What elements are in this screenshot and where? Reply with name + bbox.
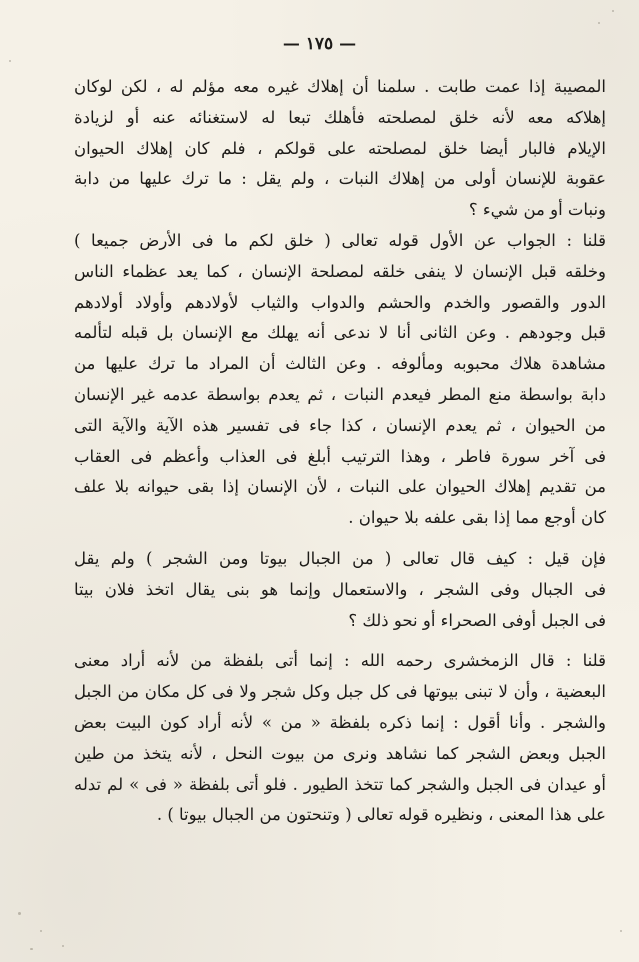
paragraph-2 — [74, 226, 606, 534]
text-line: أو عيدان فى الجبل والشجر كما تتخذ الطيور . فلو أتى بلفظة « فى » لم تدله — [74, 774, 606, 794]
scan-speck — [9, 60, 11, 62]
scan-speck — [18, 912, 21, 915]
paragraph-gap — [74, 636, 606, 646]
text-line: دابة بواسطة منع المطر فيعدم النبات ، ثم يعدم بواسطة عدمه غير الإنسان — [74, 384, 606, 404]
scan-speck — [40, 930, 42, 932]
text-line: فى آخر سورة فاطر ، وهذا الترتيب أبلغ فى العذاب وأعظم فى العقاب — [74, 446, 606, 466]
text-line: عقوبة للإنسان أولى من إهلاك النبات ، ولم يقل : ما ترك عليها من دابة — [74, 169, 606, 189]
page-number: — ١٧٥ — — [282, 34, 357, 54]
body-text — [74, 72, 606, 831]
scan-speck — [62, 945, 64, 947]
text-line: وخلقه قبل الإنسان لا ينفى خلقه لمصلحة الإنسان ، كما يعد عظماء الناس — [74, 261, 606, 281]
text-line: والشجر . وأنا أقول : إنما ذكره بلفظة « من » لأنه أراد كون البيت بعض — [74, 712, 606, 732]
text-line: على هذا المعنى ، ونظيره قوله تعالى ( وتنحتون من الجبال بيوتا ) . — [156, 805, 606, 825]
paragraph-1 — [74, 72, 606, 226]
text-line: كان أوجع مما إذا بقى علفه بلا حيوان . — [348, 508, 606, 528]
scan-speck — [620, 930, 622, 932]
text-line: الإيلام فالبار أيضا خلق لمصلحته على قولكم ، فلم كان إهلاك الحيوان — [74, 138, 606, 158]
text-line: فى الجبل أوفى الصحراء أو نحو ذلك ؟ — [348, 610, 606, 630]
text-line: قلنا : الجواب عن الأول قوله تعالى ( خلق لكم ما فى الأرض جميعا ) — [74, 230, 606, 250]
paragraph-gap — [74, 534, 606, 544]
text-line: قلنا : قال الزمخشرى رحمه الله : إنما أتى بلفظة من لأنه أراد معنى — [74, 651, 606, 671]
text-line: ونبات أو من شيء ؟ — [468, 200, 606, 220]
text-line: من الحيوان ، ثم يعدم الإنسان ، كذا جاء فى تفسير هذه الآية والآية التى — [74, 415, 606, 435]
text-line: إهلاكه معه لأنه خلق لمصلحته فأهلك تبعا له لاستغنائه عنه أو لزيادة — [74, 107, 606, 127]
paragraph-3 — [74, 544, 606, 636]
text-line: الجبل وبعض الشجر كما نشاهد ونرى من بيوت النحل ، لأنه يتخذ من طين — [74, 743, 606, 763]
scan-speck — [612, 10, 614, 12]
text-line: الدور والقصور والخدم والحشم والدواب والثياب لأولادهم وأولاد أولادهم — [74, 292, 606, 312]
text-line: من تقديم إهلاك الحيوان على النبات ، لأن الإنسان إذا بقى حيوانه بلا علف — [74, 477, 606, 497]
text-line: قبل وجودهم . وعن الثانى أنا لا ندعى أنه يهلك مع الإنسان بل قبله لتألمه — [74, 323, 606, 343]
text-line: فإن قيل : كيف قال تعالى ( من الجبال بيوتا ومن الشجر ) ولم يقل — [74, 548, 606, 568]
text-line: البعضية ، وأن لا تبنى بيوتها فى كل جبل وكل شجر ولا فى كل مكان من الجبل — [74, 682, 606, 702]
text-line: المصيبة إذا عمت طابت . سلمنا أن إهلاك غيره معه مؤلم له ، لكن لوكان — [74, 77, 606, 96]
paragraph-4 — [74, 646, 606, 831]
scan-speck — [30, 948, 33, 950]
text-line: فى الجبال وفى الشجر ، والاستعمال وإنما هو بنى يقال اتخذ فلان بيتا — [74, 579, 606, 599]
scan-speck — [598, 22, 600, 24]
text-line: مشاهدة هلاك محبوبه ومألوفه . وعن الثالث أن المراد ما ترك عليها من — [74, 354, 606, 374]
